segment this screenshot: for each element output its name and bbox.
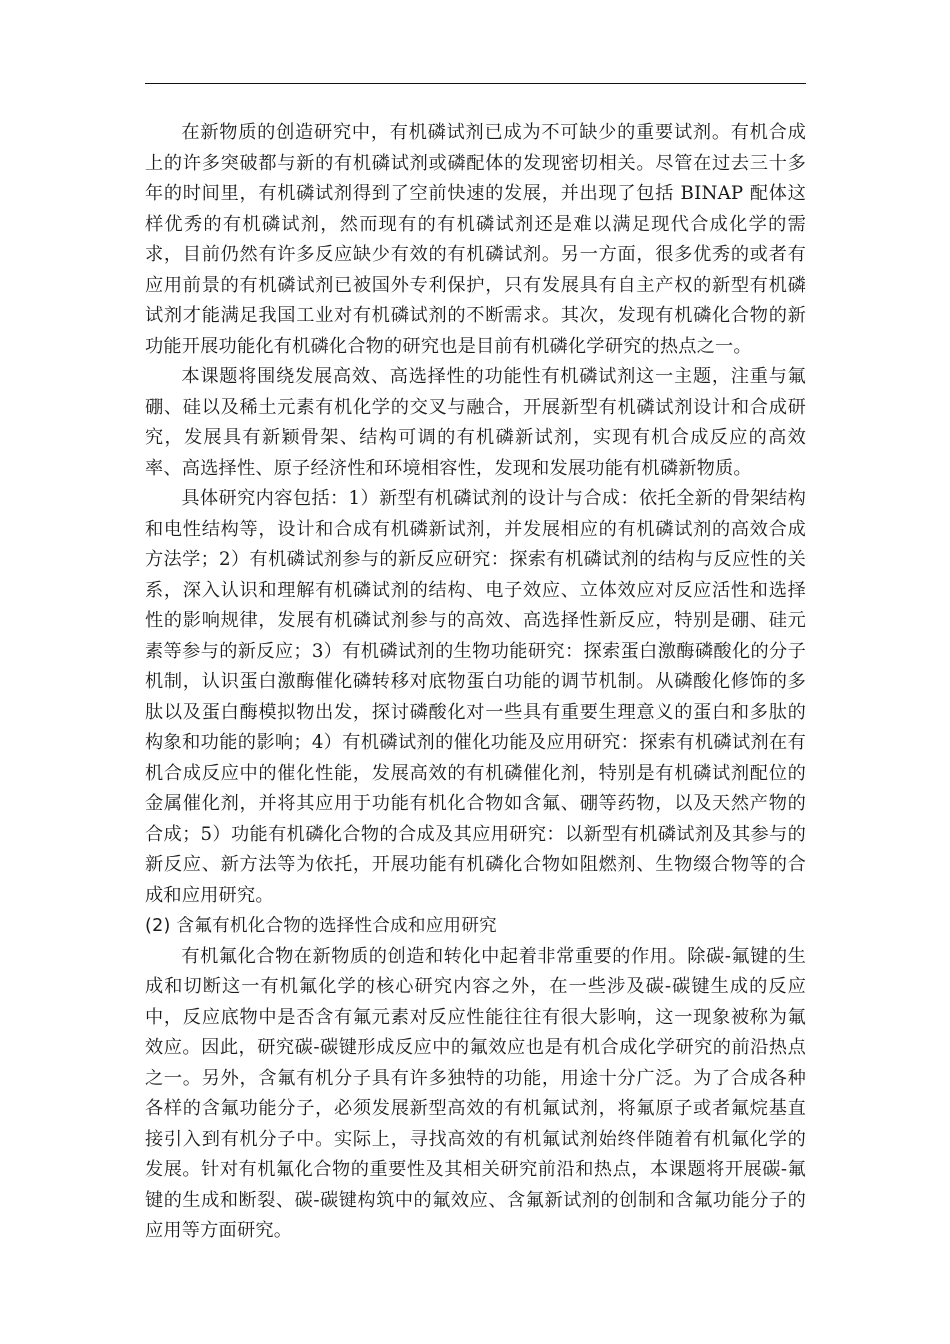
paragraph-research-content: 具体研究内容包括：1）新型有机磷试剂的设计与合成：依托全新的骨架结构和电性结构等，设计和合成有机磷新试剂，并发展相应的有机磷试剂的高效合成方法学；2）有机磷试剂参与的新反应研究：探索有机磷试剂的结构与反应性的关系，深入认识和理解有机磷试剂的结构、电子效应、立体效应对反应活性和选择性的影响规律，发展有机磷试剂参与的高效、高选择性新反应，特别是硼、硅元素等参与的新反应；3）有机磷试剂的生物功能研究：探索蛋白激酶磷酸化的分子机制，认识蛋白激酶催化磷转移对底物蛋白功能的调节机制。从磷酸化修饰的多肽以及蛋白酶模拟物出发，探讨磷酸化对一些具有重要生理意义的蛋白和多肽的构象和功能的影响；4）有机磷试剂的催化功能及应用研究：探索有机磷试剂在有机合成反应中的催化性能，发展高效的有机磷催化剂，特别是有机磷试剂配位的金属催化剂，并将其应用于功能有机化合物如含氟、硼等药物，以及天然产物的合成；5）功能有机磷化合物的合成及其应用研究：以新型有机磷试剂及其参与的新反应、新方法等为依托，开展功能有机磷化合物如阻燃剂、生物缀合物等的合成和应用研究。 — [145, 488, 806, 906]
paragraph-organophosphorus-intro: 在新物质的创造研究中，有机磷试剂已成为不可缺少的重要试剂。有机合成上的许多突破都与新的有机磷试剂或磷配体的发现密切相关。尽管在过去三十多年的时间里，有机磷试剂得到了空前快速的发展，并出现了包括 BINAP 配体这样优秀的有机磷试剂，然而现有的有机磷试剂还是难以满足现代合成化学的需求，目前仍然有许多反应缺少有效的有机磷试剂。另一方面，很多优秀的或者有应用前景的有机磷试剂已被国外专利保护，只有发展具有自主产权的新型有机磷试剂才能满足我国工业对有机磷试剂的不断需求。其次，发现有机磷化合物的新功能开展功能化有机磷化合物的研究也是目前有机磷化学研究的热点之一。 — [145, 122, 806, 357]
document-body — [145, 118, 806, 1247]
header-rule — [145, 83, 806, 84]
paragraph-research-theme: 本课题将围绕发展高效、高选择性的功能性有机磷试剂这一主题，注重与氟硼、硅以及稀土元素有机化学的交叉与融合，开展新型有机磷试剂设计和合成研究，发展具有新颖骨架、结构可调的有机磷新试剂，实现有机合成反应的高效率、高选择性、原子经济性和环境相容性，发现和发展功能有机磷新物质。 — [145, 366, 806, 479]
paragraph-organofluorine: 有机氟化合物在新物质的创造和转化中起着非常重要的作用。除碳-氟键的生成和切断这一有机氟化学的核心研究内容之外，在一些涉及碳-碳键生成的反应中，反应底物中是否含有氟元素对反应性能往往有很大影响，这一现象被称为氟效应。因此，研究碳-碳键形成反应中的氟效应也是有机合成化学研究的前沿热点之一。另外，含氟有机分子具有许多独特的功能，用途十分广泛。为了合成各种各样的含氟功能分子，必须发展新型高效的有机氟试剂，将氟原子或者氟烷基直接引入到有机分子中。实际上，寻找高效的有机氟试剂始终伴随着有机氟化学的发展。针对有机氟化合物的重要性及其相关研究前沿和热点，本课题将开展碳-氟键的生成和断裂、碳-碳键构筑中的氟效应、含氟新试剂的创制和含氟功能分子的应用等方面研究。 — [145, 945, 806, 1241]
section-heading: (2) 含氟有机化合物的选择性合成和应用研究 — [145, 916, 497, 936]
